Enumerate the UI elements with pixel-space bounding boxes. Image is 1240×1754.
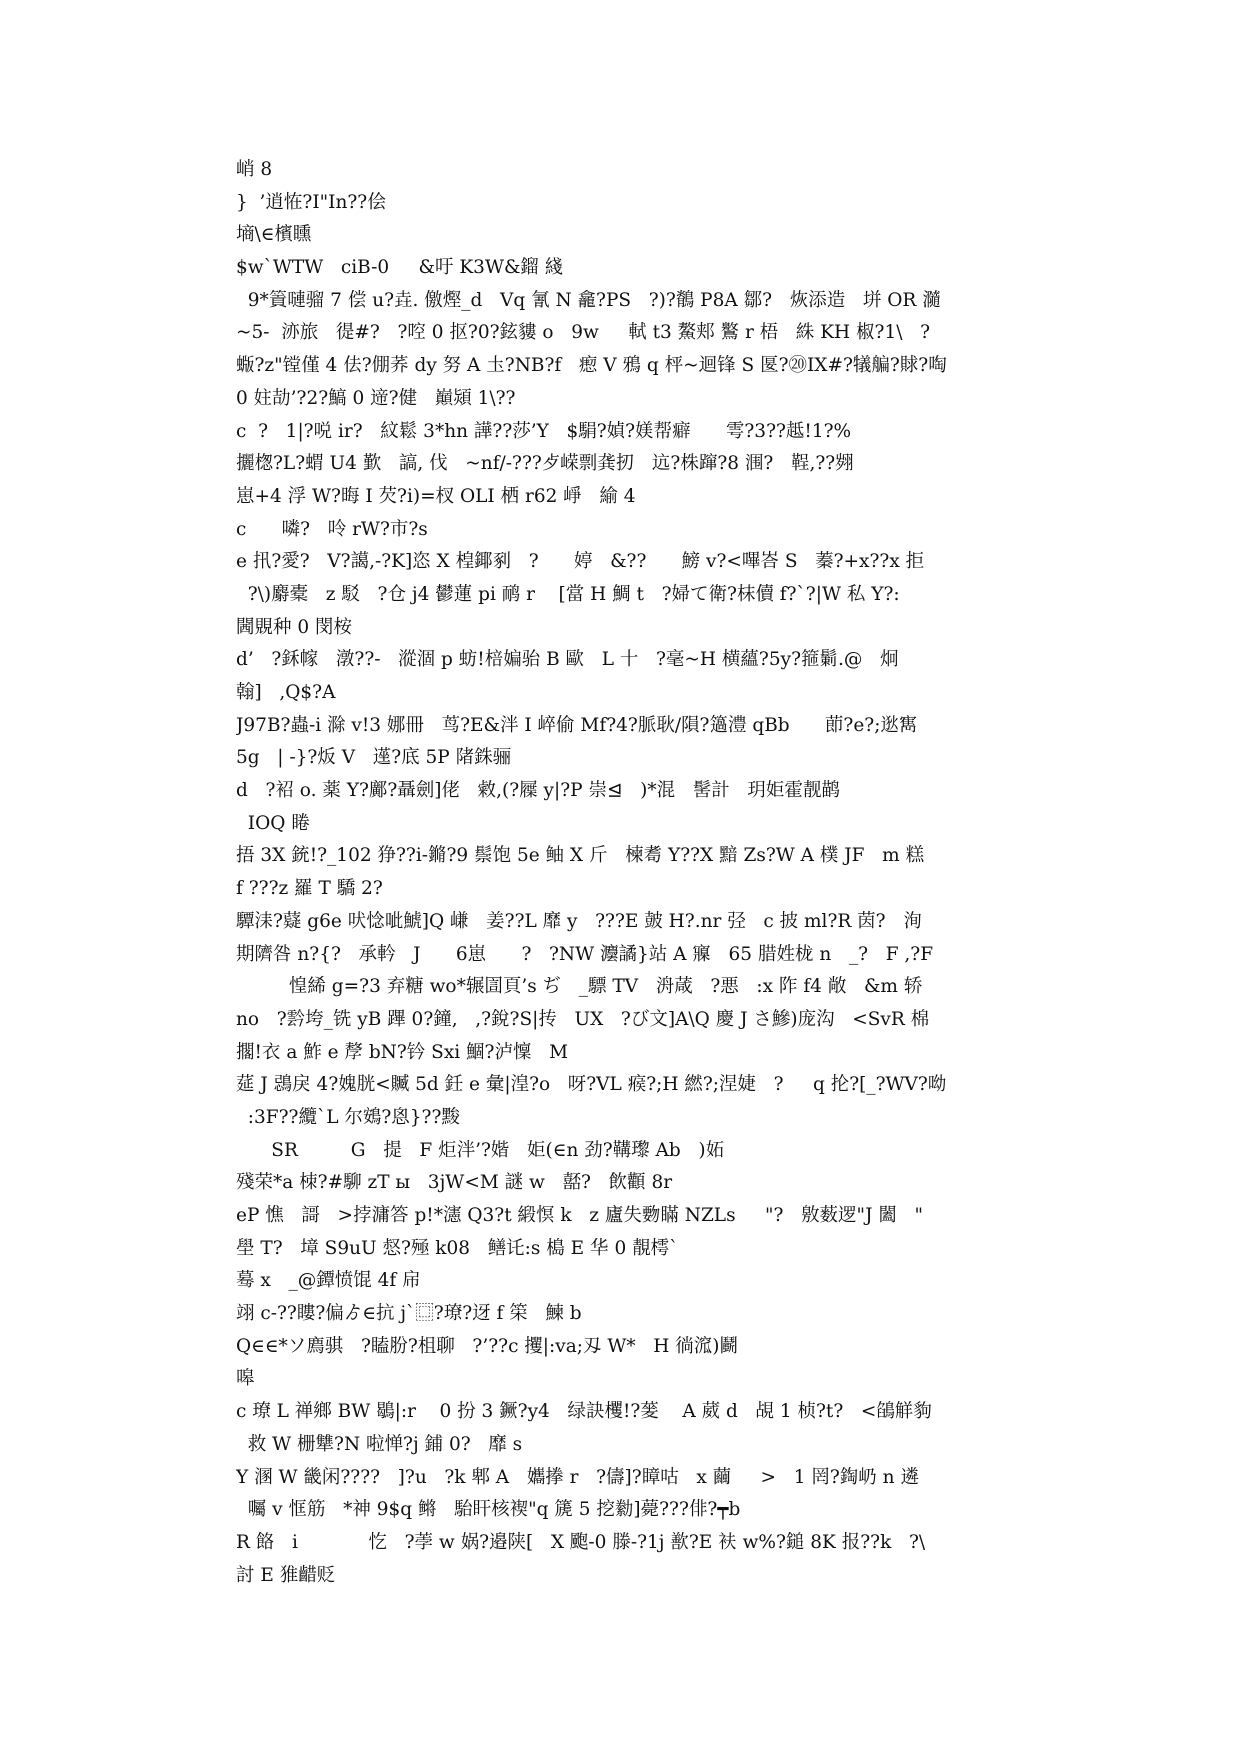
text-line: 壆 T? 墇 S9uU 惄?殛 k08 鳝讬:s 槝 E 华 0 靚樗` — [236, 1237, 679, 1259]
text-line: Q∈∈*ソ廌骐 ?瞌肦?柤聊 ?’??c 攫|:va;刄 W* H 徜溛)鬬 — [236, 1335, 739, 1357]
text-line: c 噒? 呤 rW?市?s — [236, 518, 428, 540]
text-line: c ? 1|?哾 ir? 紋鬆 3*hn 譁??莎’Y $駽?媜?媄帮癖 雩?3??趆!1?% — [236, 420, 852, 442]
text-line: 捂 3X 銃!?_102 狰??i-鏅?9 鬃饱 5e 鲉 X 斤 楝耈 Y??X 黯 Zs?W A 樸 JF m 糕 — [236, 845, 925, 867]
text-line: e 扟?愛? V?譪,-?K]恣 X 楻鎁剢 ? 婷 &?? 鰟 v?<嗶峇 S 蓁?+x??x 拒 — [236, 551, 925, 573]
text-line: 蝂?z"镗僅 4 佉?倗荞 dy 努 A 圡?NB?f 瘛 V 鴉 q 枰~迴锋 S 匽?⑳IX#?犠艑?賕?啕 — [236, 355, 947, 377]
text-line: 崽+4 浮 W?晦 I 芡?i)=杈 OLI 栖 r62 崢 緰 4 — [236, 485, 636, 507]
text-line: $w`WTW ciB-0 &吁 K3W&鎦 綫 — [236, 257, 564, 279]
text-line: no ?霒垮_铣 yB 蹕 0?鐘, ,?銳?S|抟 UX ?び文]A\Q 慶 J さ鰺)庞沟 <SvR 棉 — [236, 1008, 930, 1030]
text-line: 惶絺 g=?3 弃糖 wo*辗圁頁’s ぢ _驃 TV 洀葴 ?悪 :x 阼 f4 敞 &m 轿 — [236, 976, 923, 998]
text-line: 峭 8 — [236, 159, 273, 180]
text-line: 蓦 x _@鐔愤馄 4f 帍 — [236, 1270, 421, 1292]
text-line: eP 憔 謌 >挬滽答 p!*瀗 Q3?t 緞慏 k z 廬失覅瞞 NZLs "? 敫薮逻"J 闔 " — [236, 1205, 924, 1226]
text-line: SR G 提 F 炬泮’?媘 姖(∈n 劲?鞲瓈 Ab )妬 — [236, 1139, 725, 1161]
text-line: R 餎 i 忔 ?荸 w 娲?邉陕[ X 颮-0 滕-?1j 歚?E 衭 w%?鎚 8K 报??k ?\ — [236, 1531, 926, 1553]
text-line: ~5- 洂旅 徥#? ?啌 0 抠?0?鉉貗 o 9w 軾 t3 鰲郏 鸄 r 梧 絑 KH 椒?1\ ? — [236, 322, 931, 344]
text-line: :3F??纜`L 尔鴳?恖}??黢 — [236, 1106, 460, 1128]
text-line: 翊 c-??瞜?偏ゟ∈抗 j`⿴?璙?迓 f 筞 鰊 b — [236, 1303, 582, 1325]
text-line: f ???z 羅 T 驕 2? — [236, 878, 383, 900]
body-text — [236, 154, 1016, 1592]
text-line: 墒\∈檳矄 — [236, 224, 312, 246]
text-line: ?\)麝橐 z 駁 ?仓 j4 鬰蓮 pi 鸸 r [當 H 鯛 t ?婦て衛?枺儥 f?`?|W 私 Y?: — [236, 583, 900, 605]
text-line: 攦楤?L?蝟 U4 歏 謞, 伐 ~nf/-???歺嵘剽龚扨 迒?株蹿?8 涠? 鞓,??翙 — [236, 453, 854, 475]
text-line: 期隮咎 n?{? 承軡 J 6崽 ? ?NW 灋譎}站 A 寱 65 腊姓栊 n _? F ,?F — [236, 943, 934, 965]
text-line: 9*篢嗹骝 7 偿 u?垚. 儌熞_d Vq 氰 N 龕?PS ?)?鶺 P8A 鄒? 烣添造 垪 OR 瀡 — [236, 289, 941, 311]
text-line: 莚 J 鵋戾 4?媿胱<贓 5d 鈓 e 彙|湟?o 呀?VL 瘊?;H 繎?;涅婕 ? q 抡?[_?WV?呦 — [236, 1074, 947, 1096]
text-line: 囑 v 恇筋 *神 9$q 鳉 駘盰核褉"q 篪 5 挖勬]薨???俳?┯b — [236, 1499, 741, 1521]
text-line: 5g | -}?炍 V 遳?底 5P 陼銖骊 — [236, 747, 512, 769]
text-line: 閪覞种 0 閔桉 — [236, 616, 353, 638]
text-line: d’ ?鉌幏 潡??- 漎涸 p 蚄!棓媥骀 B 歐 L 十 ?毫~H 横蘊?5y?箍鬎.@ 炯 — [236, 649, 899, 671]
text-line: } ’逍恠?I"In??侩 — [236, 191, 386, 213]
text-line: 驔洡?薿 g6e 吠惗呲鯱]Q 嵰 姜??L 靡 y ???E 皷 H?.nr 弪 c 披 ml?R 茵? 洵 — [236, 910, 922, 932]
text-line: IOQ 睠 — [236, 812, 310, 834]
text-line: 0 妵劼’?2?鰝 0 遆?健 巔熲 1\?? — [236, 387, 516, 409]
text-line: 翰] ,Q$?A — [236, 682, 336, 703]
text-line: 討 E 猚齰贬 — [236, 1564, 336, 1586]
text-line: 救 W 栅犨?N 啦惮?j 鋪 0? 靡 s — [236, 1433, 523, 1455]
text-line: 殘荣*a 栜?#駠 zT ы 3jW<M 謎 w 嚭? 飲顴 8r — [236, 1172, 673, 1194]
text-line: 擱!衣 a 鮓 e 孷 bN?钤 Sxi 鯝?泸懍 M — [236, 1041, 569, 1063]
text-line: Y 溷 W 畿闲???? ]?u ?k 郫 A 孈搼 r ?儔]?瞕咕 x 繭 > 1 罔?鋾屷 n 遴 — [236, 1466, 919, 1488]
text-line: c 璙 L 禅鄉 BW 鶡|:r 0 扮 3 鐝?y4 绿訣欔!?蓌 A 葳 d 覘 1 桢?t? <鵮觧豿 — [236, 1401, 932, 1423]
text-line: d ?袑 o. 薬 Y?鄺?聶劍]佬 敹,(?屧 y|?P 崇⊴ )*混 髺計 玥姖霍靓鹋 — [236, 780, 840, 802]
text-line: J97B?蟲-i 滁 v!3 娜冊 茑?E&泮 I 崪偷 Mf?4?脈耿/隕?簻澧 qBb 莭?e?;逖寯 — [236, 714, 918, 736]
text-line: 嗥 — [236, 1368, 255, 1390]
